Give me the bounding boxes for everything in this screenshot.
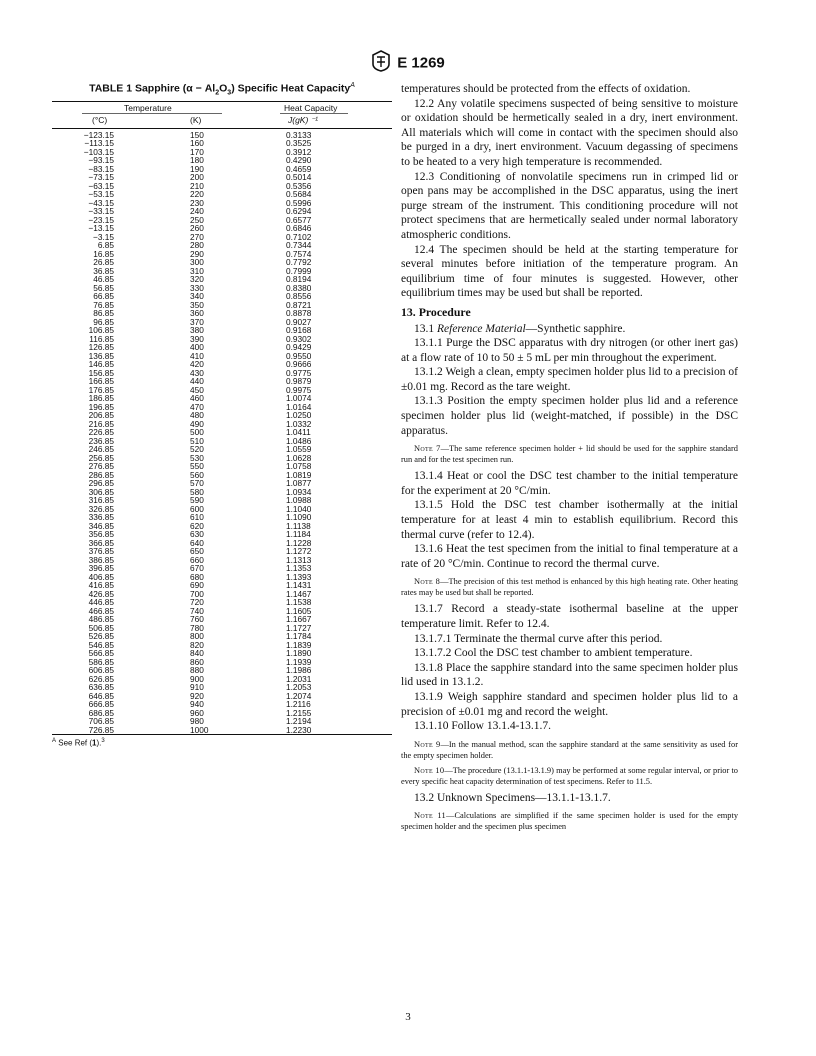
cell-celsius: 306.85 xyxy=(88,486,114,497)
cell-celsius: 96.85 xyxy=(93,316,114,327)
cell-heat-capacity: 1.0559 xyxy=(286,444,312,455)
cell-heat-capacity: 1.0628 xyxy=(286,452,312,463)
table-footnote: $^A$ See Ref (1).$^3$ xyxy=(52,738,105,748)
cell-heat-capacity: 1.1272 xyxy=(286,546,312,557)
cell-celsius: −53.15 xyxy=(88,189,114,200)
cell-celsius: 136.85 xyxy=(88,350,114,361)
cell-heat-capacity: 1.1393 xyxy=(286,571,312,582)
cell-kelvin: 980 xyxy=(190,716,204,727)
table-title: TABLE 1 Sapphire $(\alpha - Al_2O_3)$ Specific Heat Capacity$^A$ xyxy=(89,82,355,97)
paragraph: 13.1.4 Heat or cool the DSC test chamber to the initial temperature for the experiment at 20 °C/min. xyxy=(401,470,738,497)
note: Note 8—The precision of this test method is enhanced by this high heating rate. Other heating rates may be used but shall be reported. xyxy=(401,577,738,598)
cell-kelvin: 560 xyxy=(190,469,204,480)
cell-heat-capacity: 1.1431 xyxy=(286,580,312,591)
cell-kelvin: 800 xyxy=(190,631,204,642)
cell-celsius: 296.85 xyxy=(88,478,114,489)
cell-kelvin: 320 xyxy=(190,274,204,285)
cell-kelvin: 600 xyxy=(190,503,204,514)
cell-kelvin: 370 xyxy=(190,316,204,327)
cell-celsius: 286.85 xyxy=(88,469,114,480)
cell-heat-capacity: 1.0934 xyxy=(286,486,312,497)
cell-heat-capacity: 0.9975 xyxy=(286,384,312,395)
paragraph: 12.2 Any volatile specimens suspected of being sensitive to moisture or oxidation should be hermetically sealed in a dry, inert environment. All materials which will come in contact with the specimen should also be purged in a dry, inert environment. Vacuum degassing of specimens to be heated to a very high temperature is recommended. xyxy=(401,97,738,168)
header-divider xyxy=(82,113,222,114)
paragraph: 13.1.8 Place the sapphire standard into the same specimen holder plus lid used in 13.1.2. xyxy=(401,661,738,689)
cell-kelvin: 910 xyxy=(190,682,204,693)
cell-heat-capacity: 0.3912 xyxy=(286,146,312,157)
cell-heat-capacity: 0.6846 xyxy=(286,223,312,234)
cell-celsius: 156.85 xyxy=(88,367,114,378)
cell-heat-capacity: 0.4290 xyxy=(286,155,312,166)
cell-heat-capacity: 1.0074 xyxy=(286,393,312,404)
table-row xyxy=(52,726,392,735)
cell-heat-capacity: 1.1839 xyxy=(286,639,312,650)
cell-kelvin: 300 xyxy=(190,257,204,268)
header-kelvin: (K) xyxy=(190,114,202,125)
astm-logo-icon xyxy=(371,50,391,76)
cell-heat-capacity: 0.9775 xyxy=(286,367,312,378)
paragraph: 13.1.5 Hold the DSC test chamber isothermally at the initial temperature for at least 4 min to establish equilibrium. Record this thermal curve (refer to 12.4). xyxy=(401,499,738,541)
cell-heat-capacity: 1.1538 xyxy=(286,597,312,608)
cell-celsius: −43.15 xyxy=(88,197,114,208)
cell-kelvin: 380 xyxy=(190,325,204,336)
cell-heat-capacity: 0.8721 xyxy=(286,299,312,310)
cell-celsius: 356.85 xyxy=(88,529,114,540)
cell-celsius: 406.85 xyxy=(88,571,114,582)
cell-celsius: 206.85 xyxy=(88,410,114,421)
note: Note 9—In the manual method, scan the sapphire standard at the same sensitivity as used for the empty specimen holder. xyxy=(401,739,738,760)
paragraph: 12.4 The specimen should be held at the starting temperature for several minutes before initiation of the temperature program. An equilibrium time of four minutes is suggested. However, other equilibrium times may be used but shall be reported. xyxy=(401,243,738,300)
cell-heat-capacity: 1.0758 xyxy=(286,461,312,472)
cell-kelvin: 230 xyxy=(190,197,204,208)
cell-heat-capacity: 0.7574 xyxy=(286,248,312,259)
table-body xyxy=(52,129,392,735)
cell-celsius: −33.15 xyxy=(88,206,114,217)
cell-celsius: 416.85 xyxy=(88,580,114,591)
cell-heat-capacity: 1.1605 xyxy=(286,605,312,616)
cell-kelvin: 150 xyxy=(190,129,204,140)
cell-kelvin: 660 xyxy=(190,554,204,565)
cell-kelvin: 760 xyxy=(190,614,204,625)
header-divider xyxy=(280,113,348,114)
cell-celsius: 706.85 xyxy=(88,716,114,727)
cell-celsius: 506.85 xyxy=(88,622,114,633)
paragraph: 13.1.1 Purge the DSC apparatus with dry nitrogen (or other inert gas) at a flow rate of 10 to 50 ± 5 mL per min throughout the experiment. xyxy=(401,337,738,364)
cell-kelvin: 430 xyxy=(190,367,204,378)
cell-heat-capacity: 1.1090 xyxy=(286,512,312,523)
cell-celsius: 16.85 xyxy=(93,248,114,259)
cell-heat-capacity: 0.5996 xyxy=(286,197,312,208)
cell-kelvin: 340 xyxy=(190,291,204,302)
cell-celsius: 6.85 xyxy=(97,240,114,251)
cell-kelvin: 550 xyxy=(190,461,204,472)
cell-kelvin: 490 xyxy=(190,418,204,429)
cell-kelvin: 900 xyxy=(190,673,204,684)
cell-kelvin: 700 xyxy=(190,588,204,599)
cell-celsius: 686.85 xyxy=(88,707,114,718)
cell-heat-capacity: 1.0164 xyxy=(286,401,312,412)
cell-heat-capacity: 1.1138 xyxy=(286,520,311,531)
cell-kelvin: 840 xyxy=(190,648,204,659)
header-heat-capacity: Heat Capacity xyxy=(284,102,338,113)
cell-heat-capacity: 0.9429 xyxy=(286,342,312,353)
cell-kelvin: 200 xyxy=(190,172,204,183)
cell-kelvin: 570 xyxy=(190,478,204,489)
cell-celsius: −3.15 xyxy=(93,231,114,242)
cell-heat-capacity: 1.1467 xyxy=(286,588,312,599)
cell-heat-capacity: 1.1667 xyxy=(286,614,312,625)
cell-heat-capacity: 0.7999 xyxy=(286,265,312,276)
cell-heat-capacity: 1.1986 xyxy=(286,665,312,676)
cell-heat-capacity: 0.7102 xyxy=(286,231,312,242)
paragraph: 13.1.7.2 Cool the DSC test chamber to ambient temperature. xyxy=(414,647,693,660)
cell-heat-capacity: 1.0486 xyxy=(286,435,312,446)
cell-celsius: 636.85 xyxy=(88,682,114,693)
cell-kelvin: 670 xyxy=(190,563,204,574)
cell-kelvin: 280 xyxy=(190,240,204,251)
cell-heat-capacity: 1.2053 xyxy=(286,682,312,693)
cell-heat-capacity: 1.1784 xyxy=(286,631,312,642)
paragraph: 13.2 Unknown Specimens—13.1.1-13.1.7. xyxy=(414,791,611,804)
cell-kelvin: 500 xyxy=(190,427,204,438)
cell-kelvin: 240 xyxy=(190,206,204,217)
cell-heat-capacity: 1.1184 xyxy=(286,529,311,540)
cell-kelvin: 610 xyxy=(190,512,204,523)
cell-kelvin: 390 xyxy=(190,333,204,344)
cell-celsius: 246.85 xyxy=(88,444,114,455)
section-heading: 13. Procedure xyxy=(401,304,471,319)
cell-kelvin: 190 xyxy=(190,163,204,174)
cell-heat-capacity: 1.0988 xyxy=(286,495,312,506)
cell-kelvin: 170 xyxy=(190,146,204,157)
cell-celsius: 376.85 xyxy=(88,546,114,557)
body-text xyxy=(401,82,738,836)
cell-celsius: 366.85 xyxy=(88,537,114,548)
note: Note 7—The same reference specimen holder + lid should be used for the sapphire standard run and for the test specimen run. xyxy=(401,444,738,465)
cell-celsius: 526.85 xyxy=(88,631,114,642)
cell-celsius: 586.85 xyxy=(88,656,114,667)
cell-heat-capacity: 1.2155 xyxy=(286,707,312,718)
cell-celsius: 46.85 xyxy=(93,274,114,285)
cell-kelvin: 1000 xyxy=(190,724,209,735)
cell-celsius: 426.85 xyxy=(88,588,114,599)
cell-heat-capacity: 0.5356 xyxy=(286,180,312,191)
cell-kelvin: 450 xyxy=(190,384,204,395)
cell-kelvin: 510 xyxy=(190,435,204,446)
cell-heat-capacity: 0.9879 xyxy=(286,376,312,387)
cell-celsius: −23.15 xyxy=(88,214,114,225)
cell-kelvin: 630 xyxy=(190,529,204,540)
cell-kelvin: 250 xyxy=(190,214,204,225)
cell-celsius: 176.85 xyxy=(88,384,114,395)
paragraph: 13.1.9 Weigh sapphire standard and specimen holder plus lid to a precision of ±0.01 mg and record the weight. xyxy=(401,690,738,718)
cell-celsius: 216.85 xyxy=(88,418,114,429)
cell-heat-capacity: 1.1353 xyxy=(286,563,312,574)
cell-kelvin: 580 xyxy=(190,486,204,497)
cell-kelvin: 720 xyxy=(190,597,204,608)
cell-heat-capacity: 0.7792 xyxy=(286,257,312,268)
header-unit: J(gK) ⁻¹ xyxy=(288,114,318,125)
cell-kelvin: 820 xyxy=(190,639,204,650)
cell-kelvin: 470 xyxy=(190,401,204,412)
cell-celsius: 446.85 xyxy=(88,597,114,608)
cell-celsius: 106.85 xyxy=(88,325,114,336)
cell-heat-capacity: 0.4659 xyxy=(286,163,312,174)
cell-kelvin: 330 xyxy=(190,282,204,293)
header-celsius: (°C) xyxy=(92,114,108,125)
cell-kelvin: 220 xyxy=(190,189,204,200)
cell-heat-capacity: 0.8556 xyxy=(286,291,312,302)
cell-heat-capacity: 0.3525 xyxy=(286,138,312,149)
table-1 xyxy=(52,82,392,748)
cell-celsius: −83.15 xyxy=(88,163,114,174)
cell-celsius: 146.85 xyxy=(88,359,114,370)
cell-heat-capacity: 1.1890 xyxy=(286,648,312,659)
cell-celsius: 386.85 xyxy=(88,554,114,565)
cell-kelvin: 350 xyxy=(190,299,204,310)
table-header xyxy=(52,102,392,128)
cell-kelvin: 690 xyxy=(190,580,204,591)
cell-celsius: 186.85 xyxy=(88,393,114,404)
cell-heat-capacity: 0.9666 xyxy=(286,359,312,370)
cell-kelvin: 460 xyxy=(190,393,204,404)
cell-heat-capacity: 0.5014 xyxy=(286,172,312,183)
cell-heat-capacity: 1.0332 xyxy=(286,418,312,429)
cell-celsius: 166.85 xyxy=(88,376,114,387)
cell-kelvin: 640 xyxy=(190,537,204,548)
cell-heat-capacity: 1.0411 xyxy=(286,427,311,438)
cell-heat-capacity: 0.5684 xyxy=(286,189,312,200)
cell-celsius: 726.85 xyxy=(88,724,114,735)
cell-kelvin: 780 xyxy=(190,622,204,633)
cell-celsius: 276.85 xyxy=(88,461,114,472)
cell-heat-capacity: 1.2230 xyxy=(286,724,312,735)
paragraph: 13.1 Reference Material—Synthetic sapphire. xyxy=(414,322,626,335)
cell-heat-capacity: 1.1727 xyxy=(286,622,312,633)
cell-heat-capacity: 0.9027 xyxy=(286,316,312,327)
paragraph: 13.1.10 Follow 13.1.4-13.1.7. xyxy=(414,720,552,733)
cell-celsius: −73.15 xyxy=(88,172,114,183)
paragraph: 13.1.2 Weigh a clean, empty specimen holder plus lid to a precision of ±0.01 mg. Record as the tare weight. xyxy=(401,366,738,393)
cell-heat-capacity: 1.1040 xyxy=(286,503,312,514)
cell-heat-capacity: 1.1228 xyxy=(286,537,312,548)
cell-kelvin: 310 xyxy=(190,265,204,276)
paragraph: temperatures should be protected from the effects of oxidation. xyxy=(401,83,691,95)
cell-kelvin: 650 xyxy=(190,546,204,557)
cell-celsius: −113.15 xyxy=(84,138,114,149)
cell-celsius: 316.85 xyxy=(88,495,114,506)
cell-heat-capacity: 1.1939 xyxy=(286,656,312,667)
cell-kelvin: 920 xyxy=(190,690,204,701)
cell-celsius: −123.15 xyxy=(83,129,114,140)
cell-heat-capacity: 0.6294 xyxy=(286,206,312,217)
cell-heat-capacity: 1.0250 xyxy=(286,410,312,421)
cell-heat-capacity: 1.2074 xyxy=(286,690,312,701)
paragraph: 13.1.3 Position the empty specimen holder plus lid and a reference specimen holder plus lid (weight-matched, if possible) in the DSC apparatus. xyxy=(401,395,738,437)
cell-celsius: −93.15 xyxy=(88,155,114,166)
cell-celsius: 396.85 xyxy=(88,563,114,574)
cell-celsius: −63.15 xyxy=(88,180,114,191)
cell-celsius: 56.85 xyxy=(93,282,114,293)
page-header xyxy=(0,50,816,76)
cell-heat-capacity: 0.9550 xyxy=(286,350,312,361)
cell-celsius: 666.85 xyxy=(88,699,114,710)
cell-celsius: 86.85 xyxy=(93,308,114,319)
cell-kelvin: 400 xyxy=(190,342,204,353)
cell-kelvin: 530 xyxy=(190,452,204,463)
cell-celsius: 36.85 xyxy=(93,265,114,276)
cell-heat-capacity: 0.7344 xyxy=(286,240,312,251)
cell-celsius: 256.85 xyxy=(88,452,114,463)
header-temperature: Temperature xyxy=(124,102,172,113)
cell-celsius: 196.85 xyxy=(88,401,114,412)
cell-kelvin: 420 xyxy=(190,359,204,370)
cell-celsius: −13.15 xyxy=(88,223,114,234)
cell-celsius: −103.15 xyxy=(83,146,114,157)
cell-heat-capacity: 1.2116 xyxy=(286,699,311,710)
cell-celsius: 486.85 xyxy=(88,614,114,625)
cell-heat-capacity: 0.6577 xyxy=(286,214,312,225)
cell-kelvin: 940 xyxy=(190,699,204,710)
note: Note 11—Calculations are simplified if the same specimen holder is used for the empty specimen holder and the specimen plus specimen xyxy=(401,811,739,832)
cell-heat-capacity: 0.8380 xyxy=(286,282,312,293)
cell-celsius: 126.85 xyxy=(88,342,114,353)
cell-celsius: 66.85 xyxy=(93,291,114,302)
paragraph: 13.1.7 Record a steady-state isothermal baseline at the upper temperature limit. Refer to 12.4. xyxy=(401,603,738,630)
cell-celsius: 646.85 xyxy=(88,690,114,701)
cell-kelvin: 180 xyxy=(190,155,204,166)
cell-kelvin: 620 xyxy=(190,520,204,531)
cell-heat-capacity: 1.2031 xyxy=(286,673,312,684)
cell-kelvin: 270 xyxy=(190,231,204,242)
cell-celsius: 116.85 xyxy=(89,333,114,344)
cell-heat-capacity: 1.2194 xyxy=(286,716,312,727)
cell-celsius: 626.85 xyxy=(88,673,114,684)
cell-kelvin: 410 xyxy=(190,350,204,361)
cell-heat-capacity: 0.9168 xyxy=(286,325,312,336)
cell-celsius: 226.85 xyxy=(88,427,114,438)
cell-heat-capacity: 0.3133 xyxy=(286,129,312,140)
cell-kelvin: 480 xyxy=(190,410,204,421)
cell-kelvin: 880 xyxy=(190,665,204,676)
cell-kelvin: 590 xyxy=(190,495,204,506)
cell-celsius: 236.85 xyxy=(88,435,114,446)
designation: E 1269 xyxy=(397,54,445,72)
paragraph: 13.1.7.1 Terminate the thermal curve after this period. xyxy=(414,632,663,645)
paragraph: 13.1.6 Heat the test specimen from the initial to final temperature at a rate of 20 °C/min. Continue to record the thermal curve. xyxy=(401,543,738,570)
cell-kelvin: 160 xyxy=(190,138,204,149)
cell-kelvin: 740 xyxy=(190,605,204,616)
cell-celsius: 566.85 xyxy=(88,648,114,659)
cell-heat-capacity: 0.8878 xyxy=(286,308,312,319)
cell-celsius: 326.85 xyxy=(88,503,114,514)
cell-kelvin: 680 xyxy=(190,571,204,582)
cell-heat-capacity: 1.0877 xyxy=(286,478,312,489)
paragraph: 12.3 Conditioning of nonvolatile specimens run in crimped lid or open pans may be accomplished in the DSC apparatus, using the inert purge stream of the instrument. This conditioning procedure will not protect specimens that are hermetically sealed under normal laboratory atmospheric conditions. xyxy=(401,170,738,241)
note: Note 10—The procedure (13.1.1-13.1.9) may be performed at some regular interval, or prior to every specific heat capacity determination of test specimens. Refer to 11.5. xyxy=(401,765,738,786)
cell-kelvin: 290 xyxy=(190,248,204,259)
cell-kelvin: 360 xyxy=(190,308,204,319)
cell-celsius: 546.85 xyxy=(88,639,114,650)
cell-kelvin: 960 xyxy=(190,707,204,718)
cell-celsius: 26.85 xyxy=(93,257,114,268)
cell-kelvin: 210 xyxy=(190,180,204,191)
cell-celsius: 466.85 xyxy=(88,605,114,616)
cell-heat-capacity: 0.8194 xyxy=(286,274,312,285)
cell-celsius: 76.85 xyxy=(93,299,114,310)
cell-kelvin: 520 xyxy=(190,444,204,455)
cell-celsius: 346.85 xyxy=(88,520,114,531)
cell-celsius: 336.85 xyxy=(88,512,114,523)
cell-kelvin: 440 xyxy=(190,376,204,387)
page-number: 3 xyxy=(405,1011,411,1023)
cell-kelvin: 860 xyxy=(190,656,204,667)
cell-heat-capacity: 1.1313 xyxy=(286,554,312,565)
cell-heat-capacity: 0.9302 xyxy=(286,333,312,344)
cell-celsius: 606.85 xyxy=(88,665,114,676)
cell-kelvin: 260 xyxy=(190,223,204,234)
cell-heat-capacity: 1.0819 xyxy=(286,469,312,480)
